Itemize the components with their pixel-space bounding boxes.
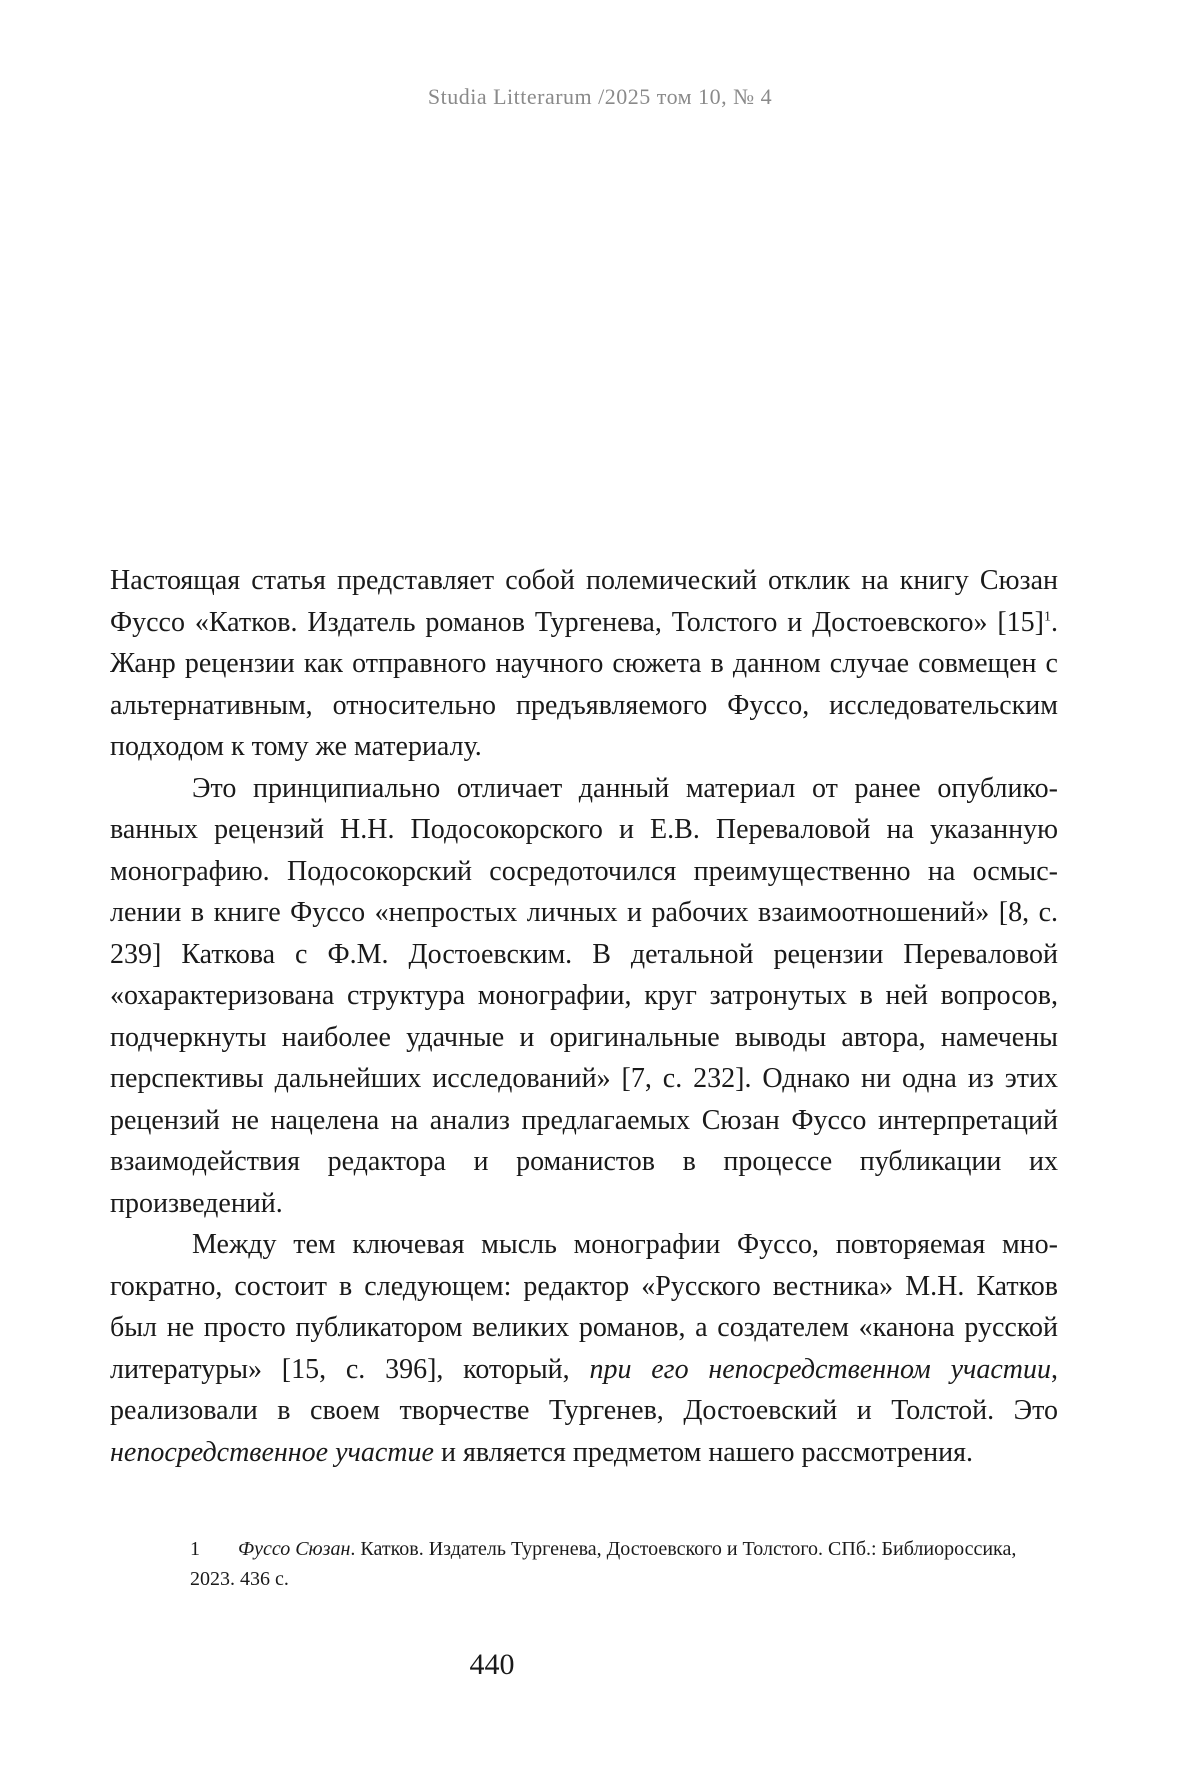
paragraph-3-text-c: и является предметом нашего рассмотрения.: [433, 1436, 973, 1468]
footnote: [190, 1534, 1030, 1594]
footnote-marker: 1: [1044, 609, 1051, 625]
paragraph-1-text-a: Настоящая статья представляет собой полемический отклик на книгу Сюзан Фуссо «Катков. Издатель романов Тургенева, Толстого и Достоевского» [15]: [110, 565, 1058, 638]
paragraph-3-text-b: , реализовали в своем творчестве Тургенев, Достоевский и Толстой. Это: [110, 1353, 1058, 1426]
page-number: 440: [469, 1648, 515, 1681]
paragraph-3-text-a: Между тем ключевая мысль монографии Фуссо, повторяемая многократно, состоит в следующем: редактор «Русского вестника» М.Н. Катков был не просто публикатором великих романов, а создателем «канона русской литературы» [15, с. 396], который,: [110, 1229, 1058, 1385]
article-body: [110, 560, 1058, 1473]
footnote-text: . Катков. Издатель Тургенева, Достоевского и Толстого. СПб.: Библиороссика, 2023. 436 с.: [190, 1538, 1017, 1590]
paragraph-1-text-b: . Жанр рецензии как отправного научного сюжета в данном случае совмещен с альтернативным, относительно предъявляемого Фуссо, исследовательским подходом к тому же материалу.: [110, 606, 1058, 762]
paragraph-3-italic-b: непосредственное участие: [110, 1436, 434, 1468]
paragraph-1: [110, 560, 1058, 768]
paragraph-3: [110, 1224, 1058, 1473]
footnote-author: Фуссо Сюзан: [238, 1538, 351, 1560]
paragraph-3-italic-a: при его непосредственном участии: [589, 1353, 1051, 1385]
footnote-number: 1: [190, 1538, 200, 1560]
paragraph-2: Это принципиально отличает данный материал от ранее опубликованных рецензий Н.Н. Подосокорского и Е.В. Переваловой на указанную монографию. Подосокорский сосредоточился преимущественно на осмыслении в книге Фуссо «непростых личных и рабочих взаимоотношений» [8, с. 239] Каткова с Ф.М. Достоевским. В детальной рецензии Переваловой «охарактеризована структура монографии, круг затронутых в ней вопросов, подчеркнуты наиболее удачные и оригинальные выводы автора, намечены перспективы дальнейших исследований» [7, с. 232]. Однако ни одна из этих рецензий не нацелена на анализ предлагаемых Сюзан Фуссо интерпретаций взаимодействия редактора и романистов в процессе публикации их произведений.: [110, 772, 1058, 1219]
running-header: Studia Litterarum /2025 том 10, № 4: [427, 84, 773, 109]
